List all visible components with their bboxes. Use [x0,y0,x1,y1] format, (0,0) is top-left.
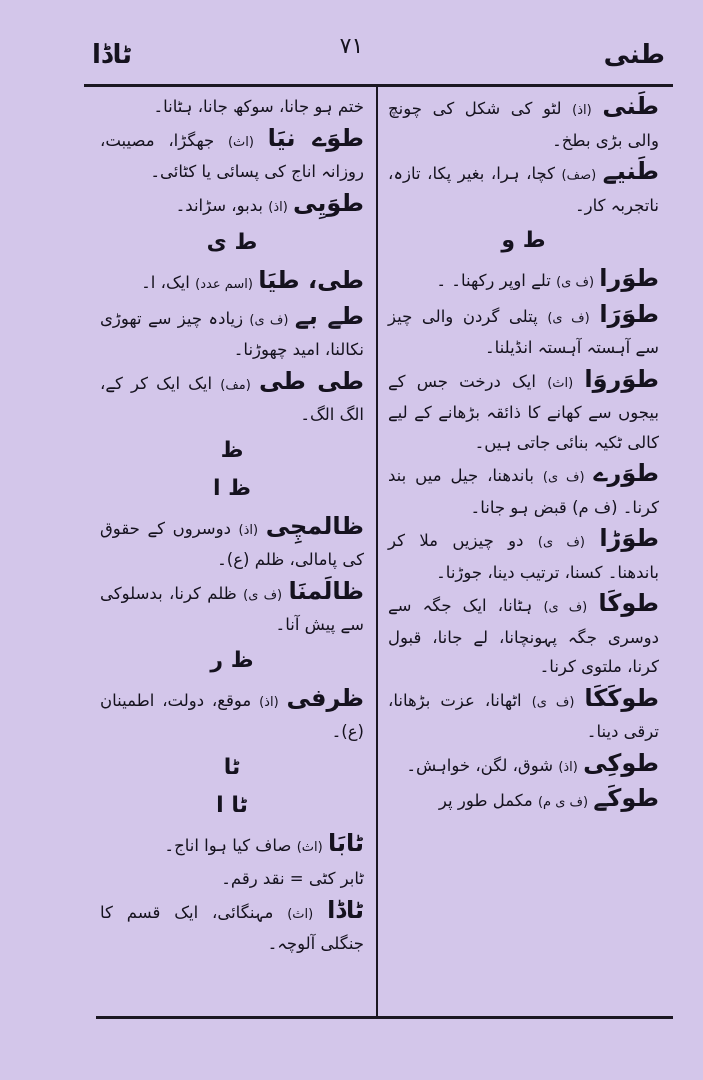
column-divider [376,86,378,1016]
dictionary-entry [388,300,659,363]
entry-grammar-tag: (ف ی) [537,535,585,550]
section-letter-heading: ظ ر [210,647,254,673]
dictionary-entry [100,367,364,430]
entry-definition: صاف کیا ہوا اناج۔ [164,835,292,855]
entry-grammar-tag: (اذ) [558,759,578,775]
entry-definition: تلے اوپر رکھنا۔ ۔ [436,271,551,290]
entry-grammar-tag: (اث) [227,134,254,150]
entry-grammar-tag: (ف ی) [542,470,585,485]
section-letter-heading: ط ی [206,230,258,255]
entry-grammar-tag: (اث) [296,839,323,855]
dictionary-entry [388,684,659,747]
entry-definition: پتلی گردن والی چیز سے آہستہ آہستہ انڈیلنا۔ [388,306,659,357]
entry-grammar-tag: (صف) [561,168,597,183]
section-letter-heading: ٹا ا [216,792,248,818]
entry-headword: ظرفی [286,683,365,712]
entry-headword: طَنیے [602,157,659,185]
entry-grammar-tag: (ف ی) [543,600,588,615]
dictionary-entry [388,524,659,587]
entry-definition: جھگڑا، مصیبت، روزانہ اناج کی پسائی یا کٹائی۔ [100,130,364,181]
header-right-word: طنی [603,40,665,70]
entry-headword: طے بے [294,301,365,330]
continuation-text: ختم ہو جانا، سوکھ جانا، ہٹانا۔ [153,97,364,116]
header-left-word: ٹاڈا [92,40,133,70]
entry-headword: طوکَا [598,589,659,617]
dictionary-entry [100,684,364,747]
entry-definition: دوسروں کے حقوق کی پامالی، ظلم (ع)۔ [100,518,364,569]
section-letter-heading: ٹا [223,754,241,780]
entry-grammar-tag: (ف ی) [547,310,590,326]
entry-headword: طوَڑا [599,524,660,552]
entry-headword: ٹابَا [327,828,364,857]
section-letter-heading: ظ ا [212,475,252,501]
entry-definition: ایک درخت جس کے بیجوں سے کھانے کا ذائقہ بڑھانے کے لیے کالی ٹکیہ بنائی جاتی ہیں۔ [388,371,659,452]
left-column [100,92,364,961]
right-column [388,92,659,820]
entry-grammar-tag: (اسم عدد) [195,277,253,292]
header-rule [84,84,673,87]
entry-headword: ظالَمنَا [288,576,364,605]
entry-definition: شوق، لگن، خواہش۔ [406,755,554,775]
dictionary-entry [100,512,364,575]
entry-definition: مکمل طور پر [438,791,533,810]
dictionary-entry [388,749,659,783]
entry-headword: طوکِی [583,748,659,777]
dictionary-entry [100,896,364,959]
section-letter-heading: ظ [220,437,244,463]
entry-headword: طوَرَا [599,299,660,328]
dictionary-entry [388,92,659,155]
entry-headword: طوَرے [593,459,660,487]
dictionary-entry [388,784,659,818]
dictionary-entry [388,264,659,298]
entry-headword: طَنی [602,92,659,120]
entry-definition: موقع، دولت، اطمینان (ع)۔ [100,690,364,741]
entry-grammar-tag: (ف ی) [249,312,289,328]
entry-definition: ہٹانا، ایک جگہ سے دوسری جگہ پہونچانا، لے جانا، قبول کرنا، ملتوی کرنا۔ [388,596,659,676]
entry-grammar-tag: (ف ی) [556,275,595,290]
entry-headword: ٹاڈا [327,895,364,924]
dictionary-entry [388,365,659,458]
entry-definition: مہنگائی، ایک قسم کا جنگلی آلوچہ۔ [100,902,364,953]
entry-headword: طوکَے [593,784,659,812]
dictionary-entry [100,189,364,223]
entry-grammar-tag: (اث) [287,906,314,922]
entry-definition: کچا، ہرا، بغیر پکا، تازہ، ناتجربہ کار۔ [388,164,659,215]
entry-headword: طی، طیَا [258,266,364,294]
dictionary-entry [100,302,364,365]
entry-grammar-tag: (مف) [220,377,251,393]
page-number: ۷۱ [339,34,364,59]
entry-grammar-tag: (اث) [547,375,574,391]
entry-headword: طوَیِی [293,188,364,217]
entry-definition: ایک، ا۔ [141,273,190,292]
entry-headword: طوَے نیَا [267,123,365,152]
entry-grammar-tag: (ف ی) [243,587,283,603]
entry-definition: بدبو، سڑاند۔ [175,195,263,215]
entry-definition: باندھنا، جیل میں بند کرنا۔ (ف م) قبض ہو جانا۔ [388,466,659,517]
entry-definition: اٹھانا، عزت بڑھانا، ترقی دینا۔ [388,690,659,741]
entry-definition: لٹو کی شکل کی چونچ والی بڑی بطخ۔ [388,99,659,150]
footer-rule [96,1016,673,1019]
entry-definition: ظلم کرنا، بدسلوکی سے پیش آنا۔ [100,583,364,634]
dictionary-entry [100,124,364,187]
dictionary-entry [388,589,659,682]
dictionary-entry [388,459,659,522]
entry-grammar-tag: (ف ی م) [537,795,589,810]
dictionary-entry [100,577,364,640]
entry-grammar-tag: (اذ) [259,694,279,710]
entry-grammar-tag: (اذ) [268,199,288,215]
entry-headword: طوکَکَا [584,683,659,712]
dictionary-entry [100,266,364,300]
entry-definition: ایک ایک کر کے، الگ الگ۔ [100,373,364,424]
entry-grammar-tag: (اذ) [572,103,592,118]
entry-grammar-tag: (اذ) [238,522,259,538]
entry-headword: طوَروَا [584,364,660,393]
entry-headword: ظالمچِی [265,511,364,540]
section-letter-heading: ط و [501,228,546,253]
entry-headword: طی طی [258,366,364,395]
entry-headword: طوَرا [599,264,659,292]
dictionary-entry [388,157,659,220]
entry-definition: زیادہ چیز سے تھوڑی نکالنا، امید چھوڑنا۔ [100,308,364,359]
dictionary-entry [100,829,364,863]
entry-grammar-tag: (ف ی) [531,694,575,710]
entry-definition: دو چیزیں ملا کر باندھنا۔ کسنا، ترتیب دینا، جوڑنا۔ [388,531,659,582]
continuation-text: ٹابر کٹی = نقد رقم۔ [221,869,364,888]
